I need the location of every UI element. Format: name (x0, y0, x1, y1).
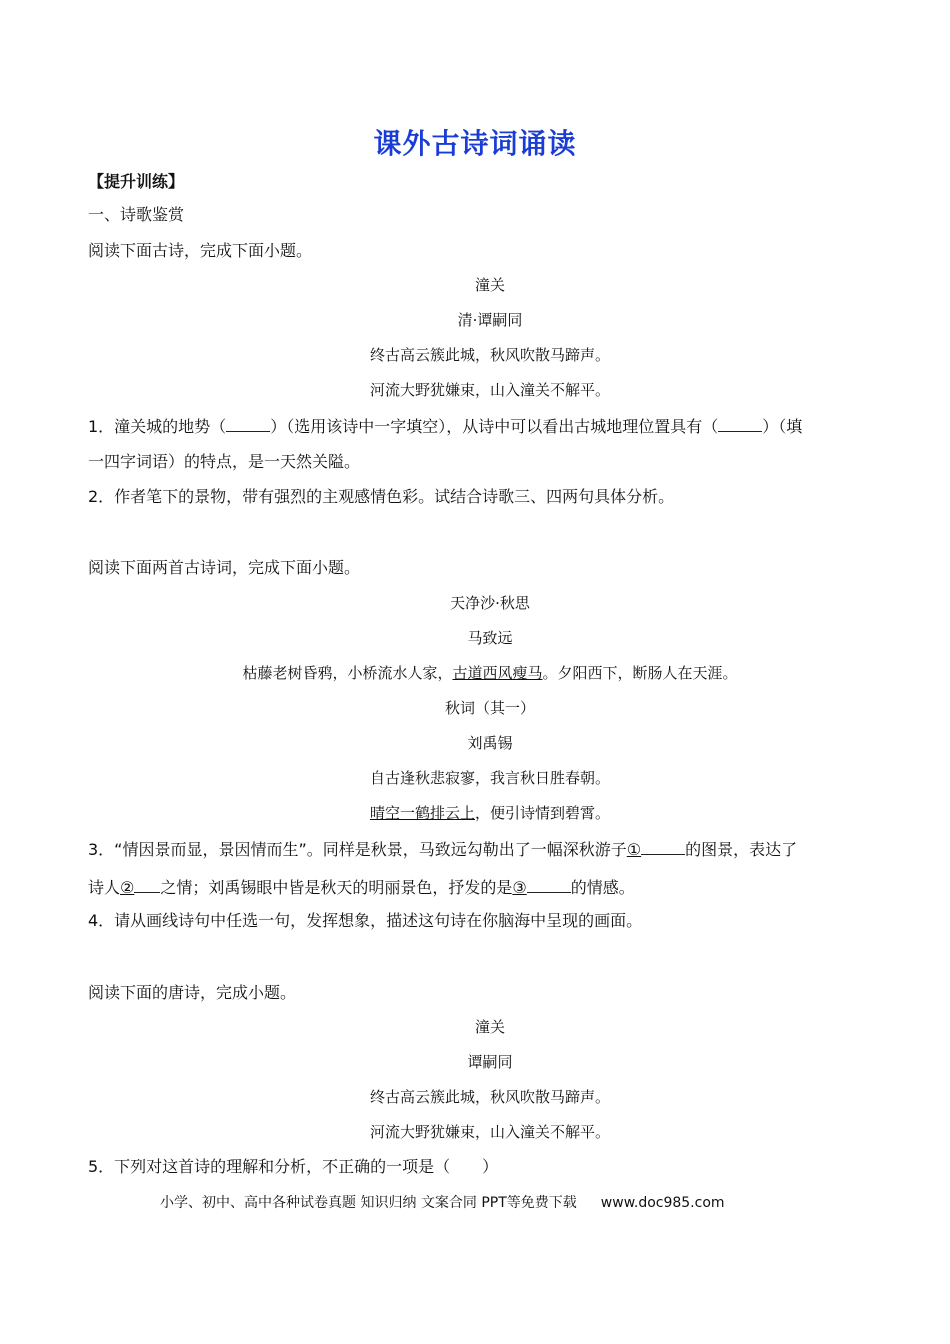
poem2-line-a: 枯藤老树昏鸦，小桥流水人家， (242, 664, 453, 682)
q1-blank-1[interactable] (226, 415, 270, 432)
poem2-author: 马致远 (467, 629, 513, 647)
poem3-line2 (0, 803, 950, 823)
q1-part-c: ）（填 (762, 417, 803, 436)
poem1-title: 潼关 (474, 276, 505, 294)
q3-blank-2[interactable] (134, 876, 160, 893)
poem4-title: 潼关 (474, 1018, 505, 1036)
poem2-line (0, 663, 950, 683)
poem4-author: 谭嗣同 (467, 1053, 513, 1071)
q3-part-e: 的情感。 (570, 878, 635, 897)
instruction-3: 阅读下面的唐诗，完成小题。 (88, 983, 297, 1002)
instruction-2: 阅读下面两首古诗词，完成下面小题。 (88, 558, 361, 577)
question-5: 5．下列对这首诗的理解和分析，不正确的一项是（ ） (88, 1157, 499, 1176)
q3-blank-1[interactable] (641, 838, 685, 855)
poem2-title: 天净沙·秋思 (450, 594, 530, 612)
q3-marker-3: ③ (512, 878, 527, 897)
page-footer (160, 1192, 725, 1212)
question-3 (88, 838, 797, 860)
section-tag: 【提升训练】 (88, 172, 185, 191)
question-1 (88, 415, 802, 437)
poem4-line2: 河流大野犹嫌束，山入潼关不解平。 (369, 1123, 610, 1141)
poem1-line1: 终古高云簇此城，秋风吹散马蹄声。 (369, 346, 610, 364)
poem3-line-b: ，便引诗情到碧霄。 (475, 804, 611, 822)
q1-blank-2[interactable] (718, 415, 762, 432)
poem3-underlined: 晴空一鹤排云上 (369, 804, 475, 822)
instruction-1: 阅读下面古诗，完成下面小题。 (88, 241, 313, 260)
question-4: 4．请从画线诗句中任选一句，发挥想象，描述这句诗在你脑海中呈现的画面。 (88, 911, 643, 930)
poem4-line1: 终古高云簇此城，秋风吹散马蹄声。 (369, 1088, 610, 1106)
q1-part-b: ）（选用该诗中一字填空），从诗中可以看出古城地理位置具有（ (270, 417, 719, 436)
poem1-author: 清·谭嗣同 (457, 311, 523, 329)
poem3-author: 刘禹锡 (467, 734, 513, 752)
q3-marker-1: ① (626, 840, 642, 859)
footer-text: 小学、初中、高中各种试卷真题 知识归纳 文案合同 PPT等免费下载 (160, 1195, 577, 1211)
footer-site-link[interactable]: www.doc985.com (600, 1195, 725, 1211)
q3-part-a: 3．“情因景而显，景因情而生”。同样是秋景，马致远勾勒出了一幅深秋游子 (88, 840, 627, 859)
poem2-line-b: 。夕阳西下，断肠人在天涯。 (542, 664, 738, 682)
poem3-line1: 自古逢秋悲寂寥，我言秋日胜春朝。 (369, 769, 610, 787)
poem3-title: 秋词（其一） (444, 699, 535, 717)
part-heading: 一、诗歌鉴赏 (88, 205, 185, 224)
q3-part-c: 诗人 (88, 878, 121, 897)
q3-part-d: 之情；刘禹锡眼中皆是秋天的明丽景色，抒发的是 (160, 878, 513, 897)
q3-blank-3[interactable] (527, 876, 571, 893)
poem2-underlined: 古道西风瘦马 (452, 664, 543, 682)
poem1-line2: 河流大野犹嫌束，山入潼关不解平。 (369, 381, 610, 399)
q1-part-a: 1．潼关城的地势（ (88, 417, 227, 436)
question-2: 2．作者笔下的景物，带有强烈的主观感情色彩。试结合诗歌三、四两句具体分析。 (88, 487, 675, 506)
q3-marker-2: ② (120, 878, 135, 897)
question-1-cont: 一四字词语）的特点，是一天然关隘。 (88, 452, 361, 471)
q3-part-b: 的图景，表达了 (685, 840, 798, 859)
question-3-cont (88, 876, 635, 898)
page-title: 课外古诗词诵读 (373, 127, 577, 160)
